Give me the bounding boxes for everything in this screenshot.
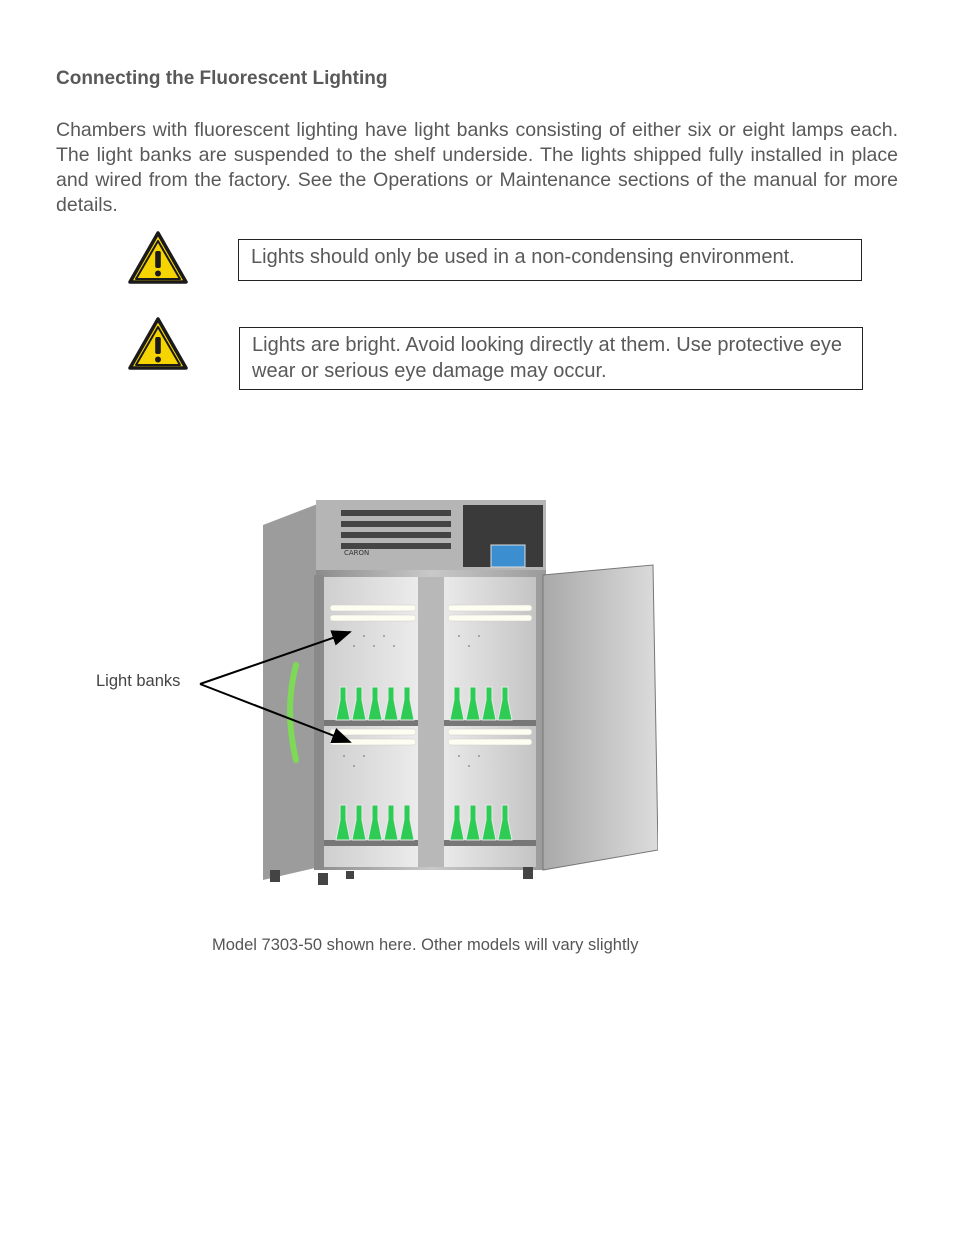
warning-triangle-icon [127,230,189,286]
body-paragraph: Chambers with fluorescent lighting have light banks consisting of either six or eight lamps each. The light banks are suspended to the shelf underside. The lights shipped fully installed in place and wired from the factory. See the Operations or Maintenance sections of the manual for more details. [56,119,898,216]
brand-logo: CARON [344,549,370,557]
warning-box-bright-lights [239,327,863,390]
warning-box-condensing [238,239,862,281]
light-banks-label: Light banks [96,672,181,690]
figure-caption: Model 7303-50 shown here. Other models will vary slightly [212,936,639,954]
warning-text: Lights are bright. Avoid looking directly at them. Use protective eye wear or serious eye damage may occur. [252,334,842,382]
warning-triangle-icon [127,316,189,372]
section-heading: Connecting the Fluorescent Lighting [56,68,388,89]
growth-chamber-photo [258,495,658,895]
warning-text: Lights should only be used in a non-condensing environment. [251,246,795,268]
